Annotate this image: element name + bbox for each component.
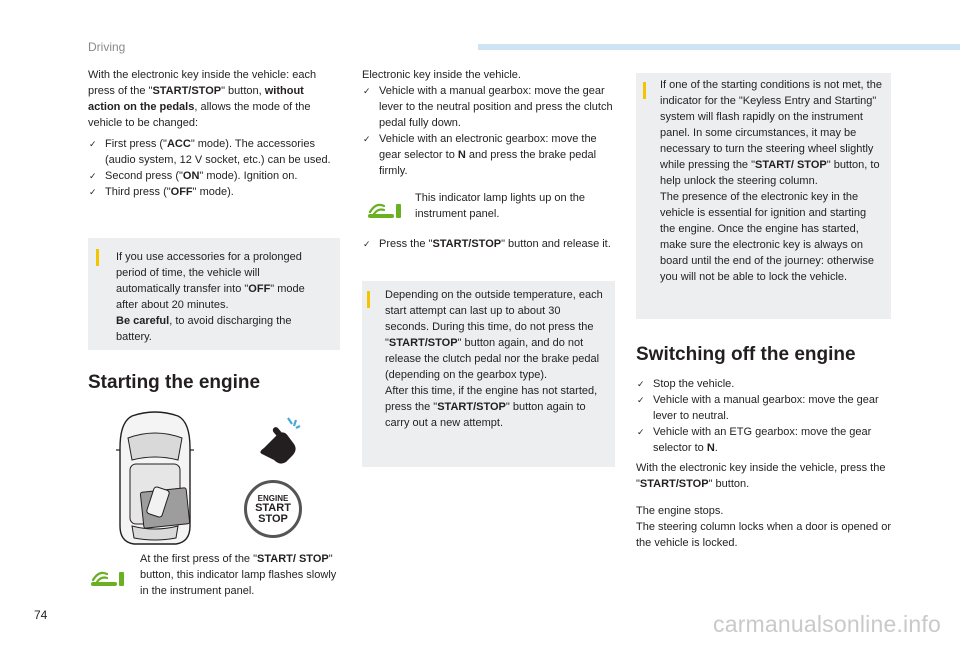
- col3-stop-list: [636, 376, 890, 456]
- col2-intro: Electronic key inside the vehicle.: [362, 69, 521, 81]
- col1-note-box: [88, 238, 340, 350]
- section-title: Driving: [88, 40, 126, 54]
- col1-mode-list: [88, 136, 338, 200]
- button-label-start: START: [255, 501, 291, 514]
- note-accent-bar: [643, 82, 646, 99]
- list-item: ✓ Press the "START/STOP" button and release it.: [362, 236, 614, 252]
- engine-start-stop-button-icon: [244, 480, 302, 538]
- hand-press-icon: [254, 414, 306, 466]
- button-label-engine: ENGINE: [257, 493, 289, 503]
- col3-para-stops: The engine stops. The steering column locks when a door is opened or the vehicle is locked.: [636, 505, 891, 549]
- list-item: ✓ Second press ("ON" mode). Ignition on.: [88, 168, 338, 184]
- note-accent-bar: [367, 291, 370, 308]
- note-accent-bar: [96, 249, 99, 266]
- header-bar: [478, 44, 960, 50]
- col1-intro: With the electronic key inside the vehicle: each press of the "START/STOP" button, without action on the pedals, allows the mode of the vehicle to be changed:: [88, 69, 317, 129]
- col3-para-press: With the electronic key inside the vehicle, press the "START/STOP" button.: [636, 462, 886, 490]
- list-item: ✓ Stop the vehicle.: [636, 376, 890, 392]
- car-top-view-illustration: [112, 408, 198, 548]
- col2-note-text: Depending on the outside temperature, each start attempt can last up to about 30 seconds. During this time, do not press the "START/STOP" button again, and do not release the clutch pedal nor the brake pedal (depending on the gearbox type). After this time, if the engine has not started, press the "START/STOP" button again to carry out a new attempt.: [385, 289, 603, 429]
- keyless-indicator-lamp-icon: [366, 196, 406, 220]
- list-item: ✓ Vehicle with an ETG gearbox: move the gear selector to N.: [636, 424, 890, 456]
- watermark-text: carmanualsonline.info: [713, 611, 941, 637]
- list-item: ✓ First press ("ACC" mode). The accessories (audio system, 12 V socket, etc.) can be used.: [88, 136, 338, 168]
- col2-press-list: [362, 236, 614, 252]
- heading-starting-engine: Starting the engine: [88, 372, 261, 393]
- col1-lamp-text: At the first press of the "START/ STOP" button, this indicator lamp flashes slowly in the instrument panel.: [140, 553, 337, 597]
- col2-note-box: [362, 281, 615, 467]
- col3-note-box: [636, 73, 891, 319]
- button-label-stop: STOP: [258, 512, 288, 525]
- page-number: 74: [34, 608, 48, 622]
- list-item: ✓ Vehicle with a manual gearbox: move the gear lever to neutral.: [636, 392, 890, 424]
- list-item: ✓ Vehicle with a manual gearbox: move the gear lever to the neutral position and press the clutch pedal fully down.: [362, 83, 614, 131]
- keyless-indicator-lamp-icon: [89, 564, 129, 588]
- col2-start-list: [362, 83, 614, 179]
- col2-lamp-text: This indicator lamp lights up on the instrument panel.: [415, 192, 585, 220]
- list-item: ✓ Third press ("OFF" mode).: [88, 184, 338, 200]
- col1-note-text: If you use accessories for a prolonged period of time, the vehicle will automatically transfer into "OFF" mode after about 20 minutes. Be careful, to avoid discharging the battery.: [116, 251, 305, 343]
- col3-note-text: If one of the starting conditions is not met, the indicator for the "Keyless Entry and Starting" system will flash rapidly on the instrument panel. In some circumstances, it may be necessary to turn the steering wheel slightly while pressing the "START/ STOP" button, to help unlock the steering column. The presence of the electronic key in the vehicle is essential for ignition and starting the engine. Once the engine has started, make sure the electronic key is always on board until the end of the journey: otherwise you will not be able to lock the vehicle.: [660, 79, 882, 283]
- heading-switching-off-engine: Switching off the engine: [636, 344, 856, 365]
- list-item: ✓ Vehicle with an electronic gearbox: move the gear selector to N and press the brake pedal firmly.: [362, 131, 614, 179]
